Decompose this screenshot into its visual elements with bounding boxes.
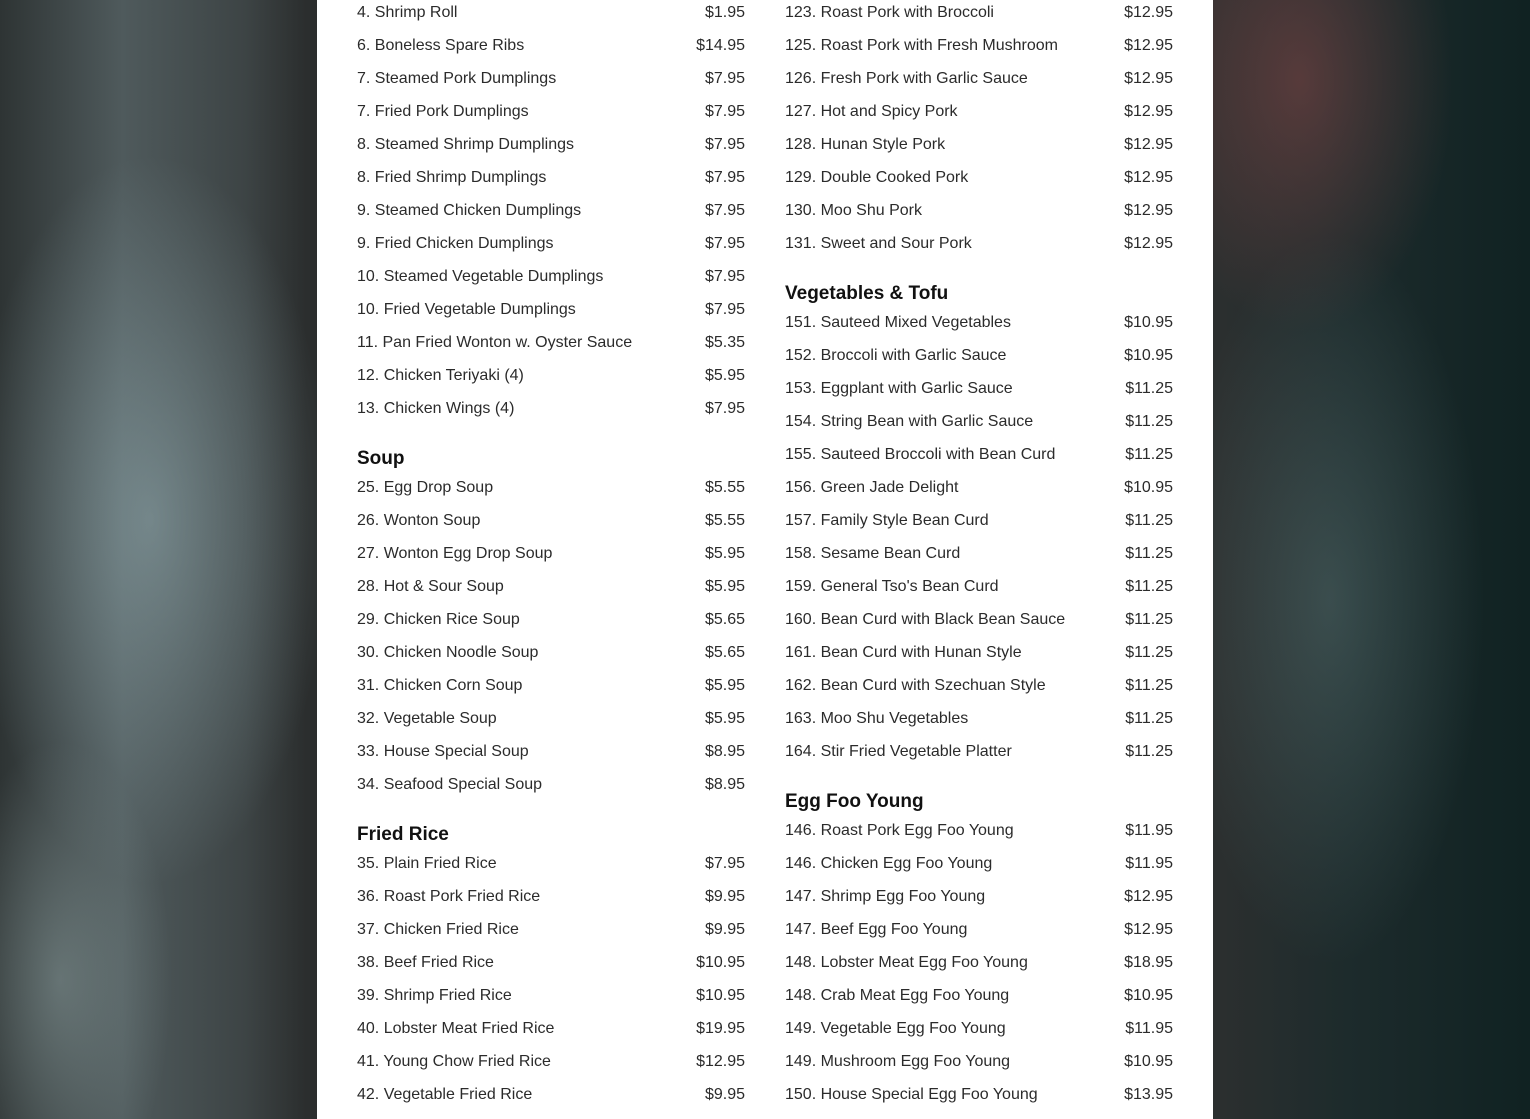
menu-item[interactable] xyxy=(785,95,1173,128)
menu-item[interactable] xyxy=(357,504,745,537)
menu-item[interactable] xyxy=(357,29,745,62)
menu-item[interactable] xyxy=(357,913,745,946)
menu-item-name: 146. Roast Pork Egg Foo Young xyxy=(785,821,1014,839)
menu-item-price: $5.95 xyxy=(704,676,745,694)
menu-item[interactable] xyxy=(785,847,1173,880)
menu-item[interactable] xyxy=(357,128,745,161)
menu-item[interactable] xyxy=(357,95,745,128)
menu-item[interactable] xyxy=(357,702,745,735)
menu-item-name: 126. Fresh Pork with Garlic Sauce xyxy=(785,69,1028,87)
menu-section-fried-rice xyxy=(357,815,745,1111)
menu-item[interactable] xyxy=(357,669,745,702)
section-title: Soup xyxy=(357,448,405,469)
menu-item-name: 160. Bean Curd with Black Bean Sauce xyxy=(785,610,1066,628)
menu-item[interactable] xyxy=(357,1012,745,1045)
menu-item-price: $13.95 xyxy=(1124,1085,1173,1103)
menu-section-vegetables-and-tofu xyxy=(785,274,1173,768)
menu-item[interactable] xyxy=(785,603,1173,636)
menu-item-name: 149. Mushroom Egg Foo Young xyxy=(785,1052,1011,1070)
menu-item-name: 27. Wonton Egg Drop Soup xyxy=(357,544,553,562)
menu-item-name: 29. Chicken Rice Soup xyxy=(357,610,520,628)
menu-item[interactable] xyxy=(357,62,745,95)
menu-item-name: 6. Boneless Spare Ribs xyxy=(357,36,525,54)
menu-item[interactable] xyxy=(785,194,1173,227)
menu-item-price: $7.95 xyxy=(704,168,745,186)
menu-item-name: 146. Chicken Egg Foo Young xyxy=(785,854,993,872)
menu-item[interactable] xyxy=(357,1045,745,1078)
menu-item-price: $7.95 xyxy=(704,267,745,285)
menu-item[interactable] xyxy=(785,438,1173,471)
menu-item-price: $5.95 xyxy=(704,544,745,562)
menu-item-price: $12.95 xyxy=(1124,36,1173,54)
menu-item[interactable] xyxy=(357,636,745,669)
menu-item-price: $12.95 xyxy=(1124,920,1173,938)
menu-item-name: 147. Beef Egg Foo Young xyxy=(785,920,968,938)
menu-item[interactable] xyxy=(357,194,745,227)
menu-item-name: 30. Chicken Noodle Soup xyxy=(357,643,539,661)
menu-item[interactable] xyxy=(785,471,1173,504)
menu-item-name: 8. Fried Shrimp Dumplings xyxy=(357,168,547,186)
menu-item[interactable] xyxy=(785,339,1173,372)
menu-item-price: $12.95 xyxy=(1124,168,1173,186)
menu-item-name: 129. Double Cooked Pork xyxy=(785,168,969,186)
menu-item-price: $5.55 xyxy=(704,511,745,529)
menu-item-name: 148. Crab Meat Egg Foo Young xyxy=(785,986,1010,1004)
menu-item-price: $19.95 xyxy=(696,1019,745,1037)
menu-item-name: 40. Lobster Meat Fried Rice xyxy=(357,1019,555,1037)
menu-item[interactable] xyxy=(785,537,1173,570)
menu-item-price: $5.95 xyxy=(704,577,745,595)
menu-column-right xyxy=(785,0,1173,1111)
menu-column-left xyxy=(357,0,745,1111)
menu-item-name: 10. Steamed Vegetable Dumplings xyxy=(357,267,604,285)
menu-item-price: $12.95 xyxy=(1124,201,1173,219)
menu-item[interactable] xyxy=(357,979,745,1012)
menu-item-name: 128. Hunan Style Pork xyxy=(785,135,946,153)
menu-item[interactable] xyxy=(357,227,745,260)
menu-item-price: $12.95 xyxy=(1124,102,1173,120)
menu-item-price: $10.95 xyxy=(1124,313,1173,331)
menu-item-name: 164. Stir Fried Vegetable Platter xyxy=(785,742,1012,760)
menu-item-price: $7.95 xyxy=(704,135,745,153)
menu-item[interactable] xyxy=(785,29,1173,62)
menu-item-name: 7. Steamed Pork Dumplings xyxy=(357,69,557,87)
menu-item-name: 149. Vegetable Egg Foo Young xyxy=(785,1019,1006,1037)
menu-item[interactable] xyxy=(357,0,745,29)
menu-item[interactable] xyxy=(785,880,1173,913)
menu-item-price: $9.95 xyxy=(704,920,745,938)
menu-item-name: 127. Hot and Spicy Pork xyxy=(785,102,958,120)
menu-item-price: $7.95 xyxy=(704,854,745,872)
background-photo-right xyxy=(1213,0,1530,1119)
menu-item[interactable] xyxy=(357,537,745,570)
menu-item-name: 32. Vegetable Soup xyxy=(357,709,497,727)
menu-item-price: $10.95 xyxy=(1124,1052,1173,1070)
menu-item-name: 38. Beef Fried Rice xyxy=(357,953,494,971)
menu-item-price: $7.95 xyxy=(704,300,745,318)
section-title: Fried Rice xyxy=(357,824,449,845)
menu-item-price: $9.95 xyxy=(704,1085,745,1103)
menu-item-name: 151. Sauteed Mixed Vegetables xyxy=(785,313,1011,331)
menu-item[interactable] xyxy=(357,161,745,194)
menu-item-name: 163. Moo Shu Vegetables xyxy=(785,709,969,727)
menu-item-name: 42. Vegetable Fried Rice xyxy=(357,1085,533,1103)
menu-item-name: 25. Egg Drop Soup xyxy=(357,478,494,496)
menu-item-price: $11.95 xyxy=(1125,1019,1173,1037)
menu-item-price: $12.95 xyxy=(696,1052,745,1070)
menu-item[interactable] xyxy=(357,359,745,392)
menu-item-price: $10.95 xyxy=(1124,986,1173,1004)
menu-item[interactable] xyxy=(785,636,1173,669)
menu-item-name: 31. Chicken Corn Soup xyxy=(357,676,523,694)
menu-item-price: $10.95 xyxy=(696,953,745,971)
menu-item[interactable] xyxy=(785,372,1173,405)
menu-item-name: 157. Family Style Bean Curd xyxy=(785,511,989,529)
menu-item[interactable] xyxy=(357,880,745,913)
menu-item[interactable] xyxy=(357,603,745,636)
menu-item[interactable] xyxy=(357,735,745,768)
menu-item-price: $12.95 xyxy=(1124,3,1173,21)
menu-item-name: 36. Roast Pork Fried Rice xyxy=(357,887,541,905)
menu-item-name: 9. Fried Chicken Dumplings xyxy=(357,234,554,252)
menu-item[interactable] xyxy=(785,913,1173,946)
menu-item[interactable] xyxy=(357,293,745,326)
menu-item[interactable] xyxy=(357,392,745,425)
menu-item-price: $11.25 xyxy=(1125,610,1173,628)
menu-item-price: $8.95 xyxy=(704,775,745,793)
menu-item-price: $12.95 xyxy=(1124,887,1173,905)
menu-item-name: 34. Seafood Special Soup xyxy=(357,775,543,793)
menu-item[interactable] xyxy=(785,814,1173,847)
menu-item-price: $11.25 xyxy=(1125,544,1173,562)
menu-item-price: $7.95 xyxy=(704,102,745,120)
menu-item-name: 161. Bean Curd with Hunan Style xyxy=(785,643,1022,661)
menu-item[interactable] xyxy=(785,161,1173,194)
menu-item-name: 4. Shrimp Roll xyxy=(357,3,458,21)
menu-item[interactable] xyxy=(785,405,1173,438)
menu-item-price: $11.25 xyxy=(1125,379,1173,397)
menu-item-price: $11.25 xyxy=(1125,742,1173,760)
menu-item-price: $18.95 xyxy=(1124,953,1173,971)
menu-item[interactable] xyxy=(785,979,1173,1012)
background-photo-left xyxy=(0,0,317,1119)
menu-item-name: 150. House Special Egg Foo Young xyxy=(785,1085,1038,1103)
menu-item-name: 125. Roast Pork with Fresh Mushroom xyxy=(785,36,1058,54)
menu-section-egg-foo-young xyxy=(785,782,1173,1111)
menu-item-name: 158. Sesame Bean Curd xyxy=(785,544,961,562)
menu-item-price: $5.65 xyxy=(704,610,745,628)
menu-item-name: 153. Eggplant with Garlic Sauce xyxy=(785,379,1013,397)
menu-item-price: $14.95 xyxy=(696,36,745,54)
menu-item-price: $11.25 xyxy=(1125,709,1173,727)
menu-item-price: $11.25 xyxy=(1125,643,1173,661)
menu-item-price: $11.25 xyxy=(1125,445,1173,463)
menu-item-name: 11. Pan Fried Wonton w. Oyster Sauce xyxy=(357,333,633,351)
section-title: Egg Foo Young xyxy=(785,791,924,812)
menu-panel xyxy=(317,0,1213,1119)
menu-item[interactable] xyxy=(785,504,1173,537)
menu-item-name: 12. Chicken Teriyaki (4) xyxy=(357,366,524,384)
menu-item-name: 41. Young Chow Fried Rice xyxy=(357,1052,551,1070)
menu-item-price: $5.55 xyxy=(704,478,745,496)
menu-item-name: 156. Green Jade Delight xyxy=(785,478,959,496)
menu-item-price: $7.95 xyxy=(704,69,745,87)
menu-item-price: $11.95 xyxy=(1125,821,1173,839)
menu-section xyxy=(357,0,745,425)
menu-item[interactable] xyxy=(785,702,1173,735)
menu-item-name: 162. Bean Curd with Szechuan Style xyxy=(785,676,1046,694)
menu-item-name: 35. Plain Fried Rice xyxy=(357,854,497,872)
menu-item-name: 155. Sauteed Broccoli with Bean Curd xyxy=(785,445,1056,463)
menu-item-name: 131. Sweet and Sour Pork xyxy=(785,234,972,252)
menu-item-price: $12.95 xyxy=(1124,135,1173,153)
menu-item-name: 147. Shrimp Egg Foo Young xyxy=(785,887,986,905)
menu-item[interactable] xyxy=(785,735,1173,768)
menu-section-soup xyxy=(357,439,745,801)
menu-item-price: $11.25 xyxy=(1125,676,1173,694)
menu-item[interactable] xyxy=(785,1045,1173,1078)
menu-item-price: $7.95 xyxy=(704,201,745,219)
menu-item-price: $10.95 xyxy=(1124,346,1173,364)
menu-item-price: $5.65 xyxy=(704,643,745,661)
menu-item[interactable] xyxy=(785,128,1173,161)
menu-item-name: 9. Steamed Chicken Dumplings xyxy=(357,201,582,219)
menu-item[interactable] xyxy=(357,1078,745,1111)
menu-item-name: 10. Fried Vegetable Dumplings xyxy=(357,300,576,318)
menu-item-name: 159. General Tso's Bean Curd xyxy=(785,577,999,595)
menu-item-name: 28. Hot & Sour Soup xyxy=(357,577,504,595)
section-title: Vegetables & Tofu xyxy=(785,283,949,304)
menu-item[interactable] xyxy=(785,946,1173,979)
menu-item[interactable] xyxy=(357,847,745,880)
menu-item-price: $7.95 xyxy=(704,399,745,417)
menu-item-price: $5.95 xyxy=(704,709,745,727)
menu-item[interactable] xyxy=(785,1078,1173,1111)
menu-item-name: 13. Chicken Wings (4) xyxy=(357,399,515,417)
menu-item-price: $11.25 xyxy=(1125,511,1173,529)
menu-item-price: $11.95 xyxy=(1125,854,1173,872)
menu-item-price: $11.25 xyxy=(1125,577,1173,595)
menu-item[interactable] xyxy=(357,570,745,603)
menu-item-name: 123. Roast Pork with Broccoli xyxy=(785,3,994,21)
menu-item-name: 39. Shrimp Fried Rice xyxy=(357,986,512,1004)
menu-item[interactable] xyxy=(785,0,1173,29)
menu-item[interactable] xyxy=(785,227,1173,260)
menu-item[interactable] xyxy=(357,471,745,504)
menu-item[interactable] xyxy=(785,570,1173,603)
menu-item-price: $10.95 xyxy=(1124,478,1173,496)
menu-item-name: 37. Chicken Fried Rice xyxy=(357,920,519,938)
menu-item-price: $12.95 xyxy=(1124,234,1173,252)
menu-item-price: $10.95 xyxy=(696,986,745,1004)
menu-item-price: $5.95 xyxy=(704,366,745,384)
menu-item-price: $11.25 xyxy=(1125,412,1173,430)
menu-item[interactable] xyxy=(357,326,745,359)
menu-item[interactable] xyxy=(785,306,1173,339)
menu-item[interactable] xyxy=(357,946,745,979)
menu-item[interactable] xyxy=(785,62,1173,95)
menu-item[interactable] xyxy=(785,669,1173,702)
menu-item-name: 130. Moo Shu Pork xyxy=(785,201,922,219)
menu-item-name: 8. Steamed Shrimp Dumplings xyxy=(357,135,574,153)
menu-item-name: 154. String Bean with Garlic Sauce xyxy=(785,412,1034,430)
menu-item[interactable] xyxy=(357,260,745,293)
menu-item-price: $9.95 xyxy=(704,887,745,905)
menu-item-price: $1.95 xyxy=(704,3,745,21)
menu-item-price: $8.95 xyxy=(704,742,745,760)
menu-item-name: 33. House Special Soup xyxy=(357,742,529,760)
menu-item-name: 26. Wonton Soup xyxy=(357,511,481,529)
menu-item[interactable] xyxy=(357,768,745,801)
menu-item-name: 148. Lobster Meat Egg Foo Young xyxy=(785,953,1028,971)
menu-item-price: $12.95 xyxy=(1124,69,1173,87)
menu-section xyxy=(785,0,1173,260)
menu-item-price: $7.95 xyxy=(704,234,745,252)
menu-item-name: 7. Fried Pork Dumplings xyxy=(357,102,529,120)
menu-item[interactable] xyxy=(785,1012,1173,1045)
menu-item-price: $5.35 xyxy=(704,333,745,351)
menu-item-name: 152. Broccoli with Garlic Sauce xyxy=(785,346,1007,364)
